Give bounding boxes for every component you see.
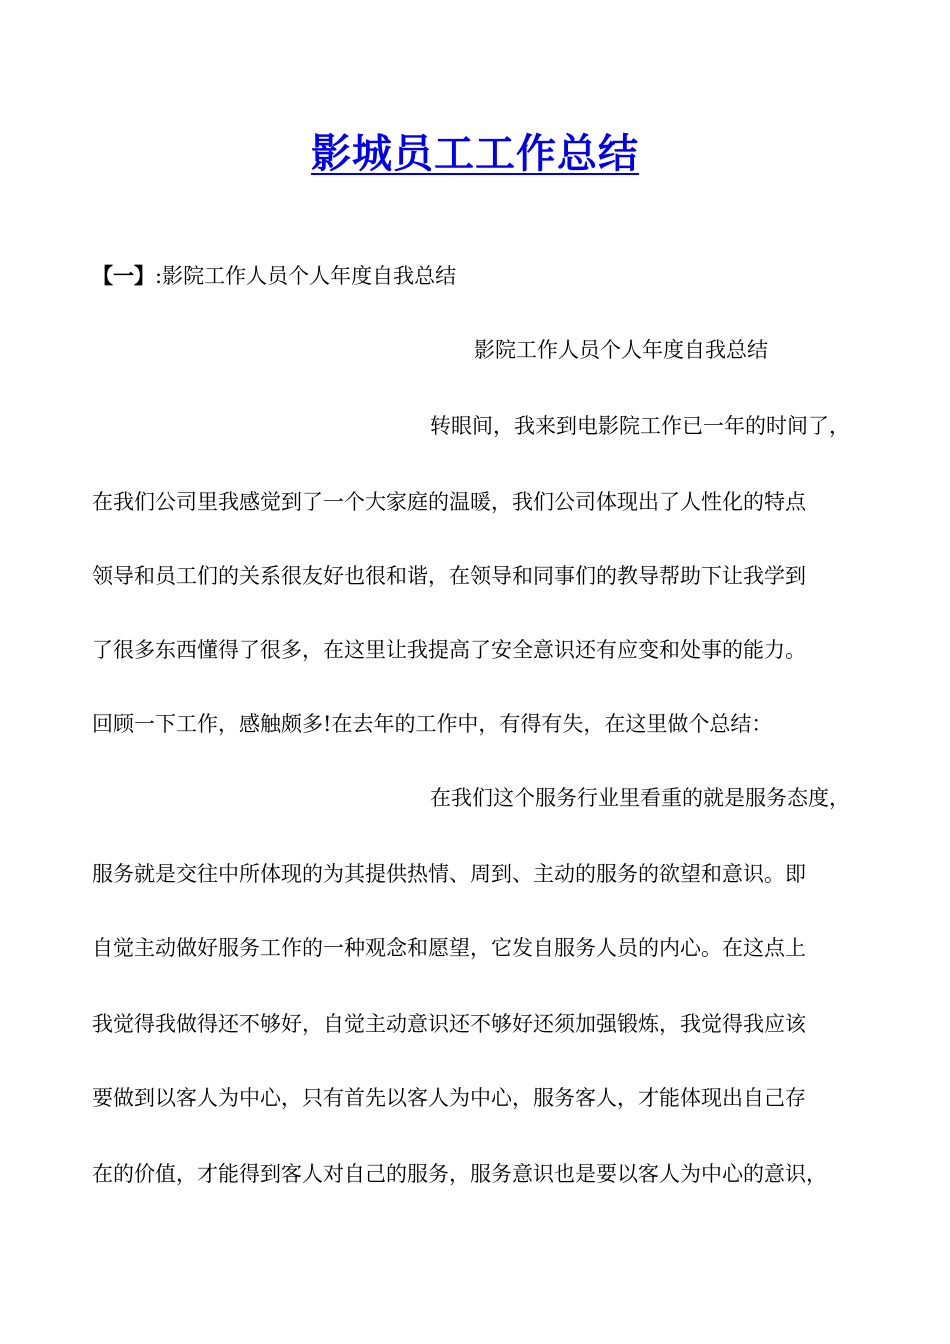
section-number: 【一】 xyxy=(92,263,155,288)
paragraph-line: 在我们公司里我感觉到了一个大家庭的温暖，我们公司体现出了人性化的特点 xyxy=(92,490,806,514)
paragraph-line: 在的价值，才能得到客人对自己的服务，服务意识也是要以客人为中心的意识， xyxy=(92,1162,827,1186)
paragraph-line: 自觉主动做好服务工作的一种观念和愿望，它发自服务人员的内心。在这点上 xyxy=(92,936,806,960)
paragraph-line: 领导和员工们的关系很友好也很和谐，在领导和同事们的教导帮助下让我学到 xyxy=(92,564,806,588)
paragraph-line: 转眼间，我来到电影院工作已一年的时间了， xyxy=(430,414,850,438)
paragraph-line: 我觉得我做得还不够好，自觉主动意识还不够好还须加强锻炼，我觉得我应该 xyxy=(92,1012,806,1036)
document-title-link[interactable]: 影城员工工作总结 xyxy=(311,130,639,177)
paragraph-line: 回顾一下工作，感触颇多!在去年的工作中，有得有失，在这里做个总结： xyxy=(92,712,773,736)
document-subtitle: 影院工作人员个人年度自我总结 xyxy=(474,338,768,362)
section-heading xyxy=(92,262,456,290)
paragraph-line: 要做到以客人为中心，只有首先以客人为中心，服务客人，才能体现出自己存 xyxy=(92,1086,806,1110)
section-heading-text: :影院工作人员个人年度自我总结 xyxy=(155,264,457,288)
paragraph-line: 服务就是交往中所体现的为其提供热情、周到、主动的服务的欲望和意识。即 xyxy=(92,862,806,886)
paragraph-line: 在我们这个服务行业里看重的就是服务态度， xyxy=(430,786,850,810)
paragraph-line: 了很多东西懂得了很多，在这里让我提高了安全意识还有应变和处事的能力。 xyxy=(92,638,806,662)
